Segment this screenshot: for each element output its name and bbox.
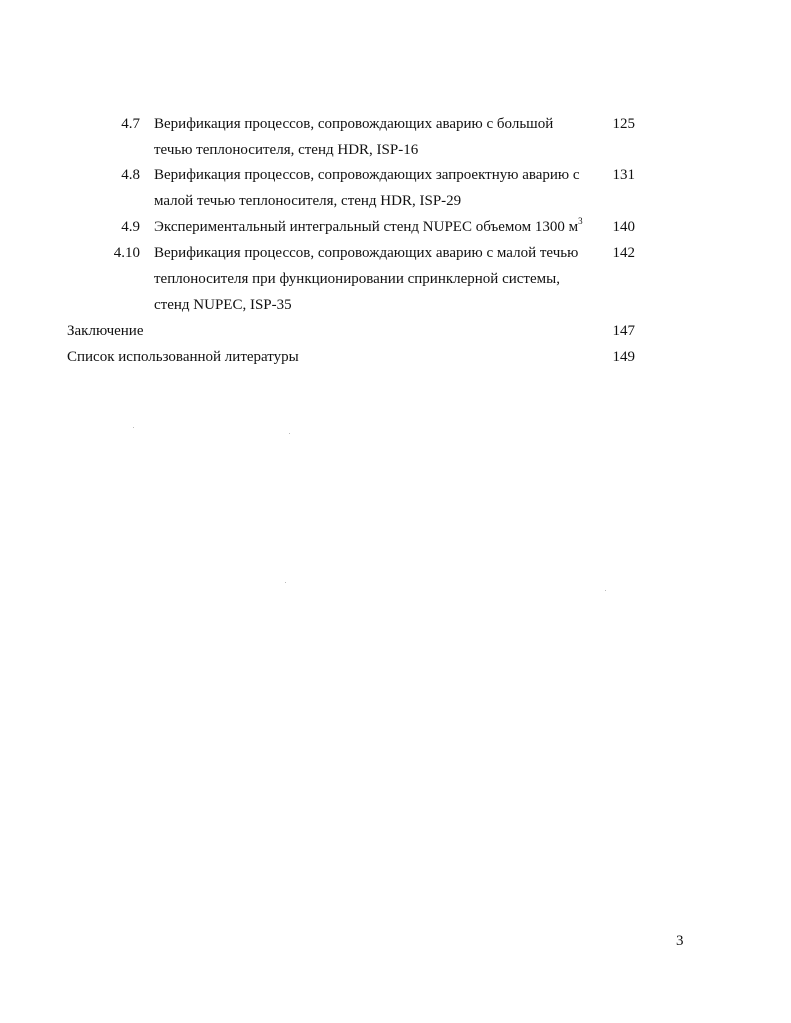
scan-speck: [285, 582, 286, 583]
toc-entry-title-text: Экспериментальный интегральный стенд NUPEC объемом 1300 м: [154, 219, 579, 235]
toc-entry-title-line: стенд NUPEC, ISP-35: [154, 297, 292, 313]
toc-references-label: Список использованной литературы: [67, 349, 299, 365]
toc-entry-title-line: Верификация процессов, сопровождающих запроектную аварию с: [154, 167, 580, 183]
toc-entry-title-line: Верификация процессов, сопровождающих аварию с большой: [154, 116, 554, 132]
toc-conclusion-label: Заключение: [67, 323, 144, 339]
toc-entry-page: 125: [612, 116, 635, 132]
page-number: 3: [676, 933, 684, 949]
toc-entry-title-line: малой течью теплоносителя, стенд HDR, ISP-29: [154, 193, 462, 209]
toc-entry-number: 4.8: [121, 167, 140, 183]
toc-conclusion-page: 147: [612, 323, 635, 339]
toc-entry-title-line: течью теплоносителя, стенд HDR, ISP-16: [154, 142, 419, 158]
toc-references-page: 149: [612, 349, 635, 365]
toc-entry-title-line: теплоносителя при функционировании спринклерной системы,: [154, 271, 560, 287]
toc-entry-page: 140: [612, 219, 635, 235]
toc-entry-number: 4.10: [113, 245, 140, 261]
toc-entry-title-line: Верификация процессов, сопровождающих аварию с малой течью: [154, 245, 579, 261]
toc-entry-number: 4.9: [121, 219, 140, 235]
toc-entry-title-line: [154, 218, 583, 236]
toc-entry-page: 131: [612, 167, 635, 183]
scan-speck: [289, 433, 290, 434]
toc-entry-page: 142: [612, 245, 635, 261]
scan-speck: [605, 590, 606, 591]
superscript-three: 3: [578, 216, 583, 226]
scan-speck: [133, 427, 134, 428]
toc-entry-number: 4.7: [121, 116, 140, 132]
